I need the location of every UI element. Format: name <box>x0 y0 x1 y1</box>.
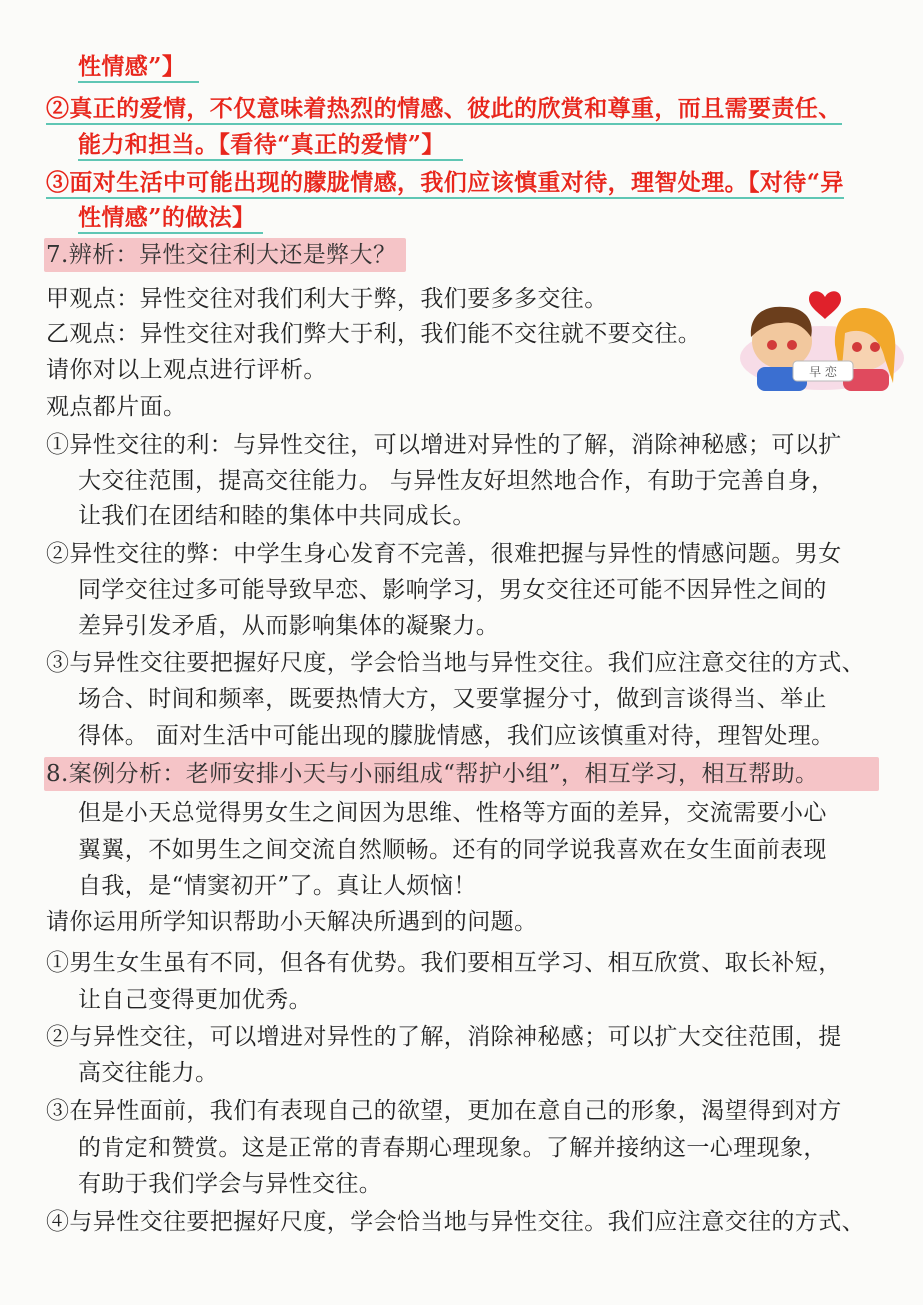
answer-line: ①男生女生虽有不同，但各有优势。我们要相互学习、相互欣赏、取长补短， <box>46 950 842 976</box>
case-text: 但是小天总觉得男女生之间因为思维、性格等方面的差异，交流需要小心 <box>78 800 827 826</box>
question-prompt: 请你对以上观点进行评析。 <box>46 357 327 383</box>
answer-line: ②与异性交往，可以增进对异性的了解，消除神秘感；可以扩大交往范围，提 <box>46 1024 842 1050</box>
answer-line: 让我们在团结和睦的集体中共同成长。 <box>78 503 476 529</box>
heart-icon <box>809 291 841 319</box>
point-line <box>78 50 199 84</box>
viewpoint-b: 乙观点：异性交往对我们弊大于利，我们能不交往就不要交往。 <box>46 321 702 347</box>
point-line <box>78 201 263 235</box>
answer-line: ③在异性面前，我们有表现自己的欲望，更加在意自己的形象，渴望得到对方 <box>46 1098 842 1124</box>
question-7-heading: 7.辨析：异性交往利大还是弊大？ <box>46 242 397 268</box>
text-span: ②真正的爱情，不仅意味着热烈的情感、彼此的欣赏和尊重，而且需要责任、 <box>46 95 842 125</box>
answer-line: ④与异性交往要把握好尺度，学会恰当地与异性交往。我们应注意交往的方式、 <box>46 1209 865 1235</box>
answer-intro: 观点都片面。 <box>46 394 187 420</box>
answer-line: 场合、时间和频率，既要热情大方，又要掌握分寸，做到言谈得当、举止 <box>78 686 827 712</box>
case-text: 自我，是“情窦初开”了。真让人烦恼！ <box>78 873 477 899</box>
text-span: ③面对生活中可能出现的朦胧情感，我们应该慎重对待，理智处理。【对待“异 <box>46 169 844 199</box>
answer-line: ③与异性交往要把握好尺度，学会恰当地与异性交往。我们应注意交往的方式、 <box>46 650 865 676</box>
point-line <box>46 92 842 126</box>
text-span: 性情感”的做法】 <box>78 204 263 234</box>
question-8-heading: 8.案例分析：老师安排小天与小丽组成“帮护小组”，相互学习，相互帮助。 <box>46 761 819 787</box>
point-line <box>46 166 844 200</box>
point-line <box>78 128 463 162</box>
answer-line: 的肯定和赞赏。这是正常的青春期心理现象。了解并接纳这一心理现象， <box>78 1135 827 1161</box>
text-span: 能力和担当。【看待“真正的爱情”】 <box>78 131 463 161</box>
viewpoint-a: 甲观点：异性交往对我们利大于弊，我们要多多交往。 <box>46 286 608 312</box>
cartoon-couple-icon <box>737 283 907 393</box>
answer-line: 大交往范围，提高交往能力。 与异性友好坦然地合作，有助于完善自身， <box>78 468 835 494</box>
question-prompt: 请你运用所学知识帮助小天解决所遇到的问题。 <box>46 909 538 935</box>
answer-line: 差异引发矛盾，从而影响集体的凝聚力。 <box>78 613 500 639</box>
answer-line: 有助于我们学会与异性交往。 <box>78 1171 383 1197</box>
answer-line: 高交往能力。 <box>78 1060 219 1086</box>
answer-line: 同学交往过多可能导致早恋、影响学习，男女交往还可能不因异性之间的 <box>78 577 827 603</box>
answer-line: 得体。 面对生活中可能出现的朦胧情感，我们应该慎重对待，理智处理。 <box>78 723 835 749</box>
sign-text: 早 恋 <box>809 365 837 379</box>
answer-line: ①异性交往的利：与异性交往，可以增进对异性的了解，消除神秘感；可以扩 <box>46 432 842 458</box>
text-span: 性情感”】 <box>78 53 199 83</box>
answer-line: ②异性交往的弊：中学生身心发育不完善，很难把握与异性的情感问题。男女 <box>46 541 842 567</box>
answer-line: 让自己变得更加优秀。 <box>78 987 312 1013</box>
case-text: 翼翼，不如男生之间交流自然顺畅。还有的同学说我喜欢在女生面前表现 <box>78 837 827 863</box>
